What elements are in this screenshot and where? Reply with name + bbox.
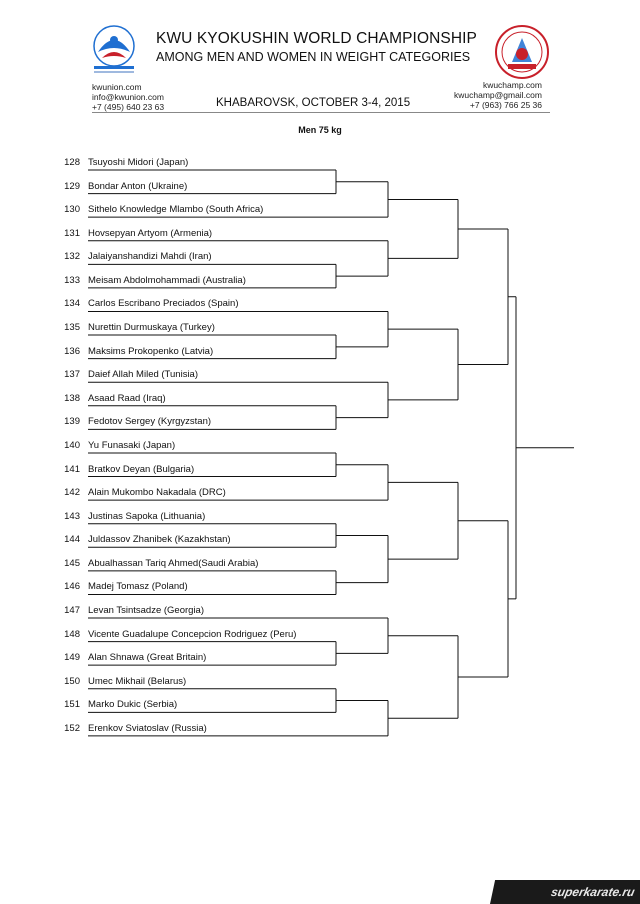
contact-phone: +7 (963) 766 25 36 [469, 100, 542, 110]
competitor-name: Umec Mikhail (Belarus) [88, 675, 187, 687]
competitor-number: 132 [64, 251, 80, 263]
competitor-number: 135 [64, 322, 80, 334]
championship-title: KWU KYOKUSHIN WORLD CHAMPIONSHIP [156, 30, 477, 47]
weight-category-title: Men 75 kg [298, 125, 342, 135]
competitor-number: 152 [64, 722, 80, 734]
competitor-number: 147 [64, 605, 80, 617]
competitor-name: Tsuyoshi Midori (Japan) [88, 157, 189, 168]
competitor-name: Jalaiyanshandizi Mahdi (Iran) [88, 251, 212, 263]
competitor-name: Alan Shnawa (Great Britain) [88, 652, 207, 664]
competitor-name: Marko Dukic (Serbia) [88, 699, 178, 711]
contact-website: kwuchamp.com [482, 80, 542, 90]
contact-phone: +7 (495) 640 23 63 [92, 102, 165, 112]
competitor-number: 130 [64, 204, 80, 216]
competitor-name: Erenkov Sviatoslav (Russia) [88, 722, 207, 734]
competitor-number: 137 [64, 369, 80, 381]
championship-subtitle: AMONG MEN AND WOMEN IN WEIGHT CATEGORIES [156, 50, 471, 64]
competitor-name: Yu Funasaki (Japan) [88, 439, 176, 451]
competitor-number: 138 [64, 392, 80, 404]
competitor-name: Juldassov Zhanibek (Kazakhstan) [88, 534, 231, 546]
competitor-number: 142 [64, 487, 80, 499]
competitor-name: Bondar Anton (Ukraine) [88, 180, 188, 192]
competitor-name: Hovsepyan Artyom (Armenia) [88, 227, 213, 239]
competitor-name: Madej Tomasz (Poland) [88, 581, 188, 593]
competitor-name: Asaad Raad (Iraq) [88, 392, 166, 404]
competitor-number: 146 [64, 581, 80, 593]
competitor-name: Abualhassan Tariq Ahmed(Saudi Arabia) [88, 557, 259, 569]
competitor-number: 136 [64, 345, 80, 357]
competitor-number: 129 [64, 180, 80, 192]
competitor-number: 141 [64, 463, 80, 475]
competitor-name: Maksims Prokopenko (Latvia) [88, 345, 214, 357]
competitor-name: Meisam Abdolmohammadi (Australia) [88, 274, 246, 286]
contact-email: info@kwunion.com [92, 92, 164, 102]
competitor-name: Justinas Sapoka (Lithuania) [88, 510, 206, 522]
competitor-name: Daief Allah Miled (Tunisia) [88, 369, 198, 381]
contact-website: kwunion.com [92, 82, 142, 92]
competitor-name: Alain Mukombo Nakadala (DRC) [88, 487, 226, 499]
competitor-number: 151 [64, 699, 80, 711]
competitor-number: 140 [64, 439, 80, 451]
competitor-number: 128 [64, 157, 80, 168]
competitor-number: 143 [64, 510, 80, 522]
competitor-number: 144 [64, 534, 80, 546]
competitor-number: 131 [64, 227, 80, 239]
competitor-name: Carlos Escribano Preciados (Spain) [88, 298, 239, 310]
competitor-name: Vicente Guadalupe Concepcion Rodriguez (Peru) [88, 628, 297, 640]
competitor-name: Fedotov Sergey (Kyrgyzstan) [88, 416, 212, 428]
competitor-name: Levan Tsintsadze (Georgia) [88, 605, 204, 617]
competitor-number: 149 [64, 652, 80, 664]
competitor-number: 150 [64, 675, 80, 687]
competitor-name: Nurettin Durmuskaya (Turkey) [88, 322, 215, 334]
competitor-number: 148 [64, 628, 80, 640]
competitor-name: Bratkov Deyan (Bulgaria) [88, 463, 195, 475]
competitor-number: 139 [64, 416, 80, 428]
watermark: superkarate.ru [490, 880, 640, 904]
competitor-number: 133 [64, 274, 80, 286]
competitor-name: Sithelo Knowledge Mlambo (South Africa) [88, 204, 264, 216]
competitor-number: 145 [64, 557, 80, 569]
event-location-date: KHABAROVSK, OCTOBER 3-4, 2015 [216, 97, 411, 109]
competitor-number: 134 [64, 298, 80, 310]
contact-email: kwuchamp@gmail.com [454, 90, 542, 100]
